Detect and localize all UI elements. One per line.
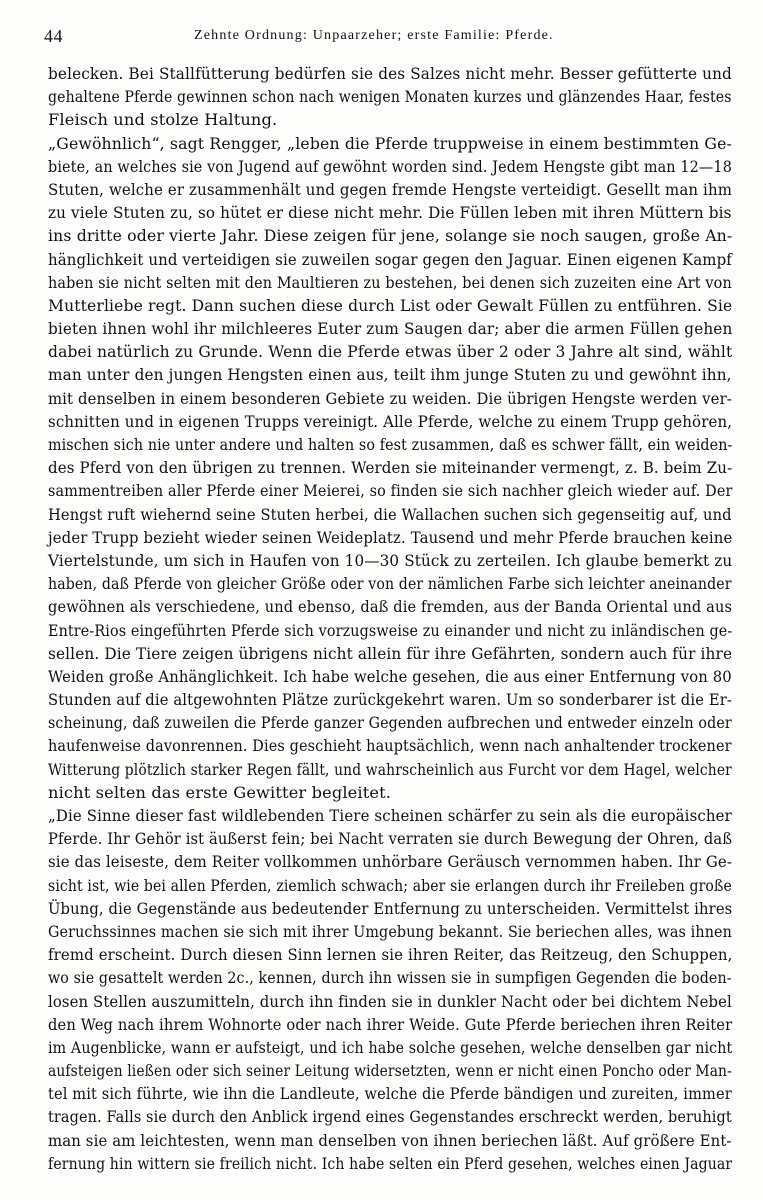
text-line: im Augenblicke, wann er aufsteigt, und ich habe solche gesehen, welche denselben gar nicht xyxy=(48,1037,733,1057)
text-line: wo sie gesattelt werden 2c., kennen, durch ihn wissen sie in sumpfigen Gegenden die boden- xyxy=(48,968,732,988)
text-line: bieten ihnen wohl ihr milchleeres Euter zum Saugen dar; aber die armen Füllen gehen xyxy=(48,319,733,339)
text-line: Stunden auf die altgewohnten Plätze zurückgekehrt waren. Um so sonderbarer ist die Er- xyxy=(48,690,733,710)
text-line: haufenweise davonrennen. Dies geschieht hauptsächlich, wenn nach anhaltender trockener xyxy=(48,736,732,756)
text-line: sicht ist, wie bei allen Pferden, ziemlich schwach; aber sie erlangen durch ihr Freileben große xyxy=(48,875,732,895)
text-line: dabei natürlich zu Grunde. Wenn die Pferde etwas über 2 oder 3 Jahre alt sind, wählt xyxy=(48,342,733,362)
text-line: biete, an welches sie von Jugend auf gewöhnt worden sind. Jedem Hengste gibt man 12—18 xyxy=(48,156,732,176)
text-line: „Die Sinne dieser fast wildlebenden Tiere scheinen schärfer zu sein als die europäischer xyxy=(48,806,732,825)
text-line: Übung, die Gegenstände aus bedeutender Entfernung zu unterscheiden. Vermittelst ihres xyxy=(48,898,733,918)
text-line: Mutterliebe regt. Dann suchen diese durch List oder Gewalt Füllen zu entführen. Sie xyxy=(48,295,733,315)
text-line: tragen. Falls sie durch den Anblick irgend eines Gegenstandes erschreckt werden, beruhigt xyxy=(48,1107,732,1127)
text-line: Entre-Rios eingeführten Pferde sich vorzugsweise zu einander und nicht zu inländischen ge- xyxy=(48,620,733,640)
text-line: sie das leiseste, dem Reiter vollkommen unhörbare Geräusch vernommen haben. Ihr Ge- xyxy=(48,852,733,872)
text-line: sellen. Die Tiere zeigen übrigens nicht allein für ihre Gefährten, sondern auch für ihre xyxy=(48,643,733,663)
body-text xyxy=(48,62,732,1175)
text-line: tel mit sich führte, wie ihn die Landleute, welche die Pferde bändigen und zureiten, immer xyxy=(48,1084,732,1104)
page-number: 44 xyxy=(44,26,63,46)
text-line: gewöhnen als verschiedene, und ebenso, daß die fremden, aus der Banda Oriental und aus xyxy=(48,597,733,617)
text-line: gehaltene Pferde gewinnen schon nach wenigen Monaten kurzes und glänzendes Haar, festes xyxy=(48,87,732,107)
text-line: jeder Trupp bezieht wieder seinen Weideplatz. Tausend und mehr Pferde brauchen keine xyxy=(48,527,733,547)
text-line: haben, daß Pferde von gleicher Größe oder von der nämlichen Farbe sich leichter aneinander xyxy=(48,574,732,594)
text-line: Weiden große Anhänglichkeit. Ich habe welche gesehen, die aus einer Entfernung von 80 xyxy=(48,666,732,686)
text-line: Viertelstunde, um sich in Haufen von 10—30 Stück zu zerteilen. Ich glaube bemerkt zu xyxy=(48,550,733,570)
text-line: hänglichkeit und verteidigen sie zuweilen sogar gegen den Jaguar. Einen eigenen Kampf xyxy=(48,249,732,269)
text-line: mit denselben in einem besonderen Gebiete zu weiden. Die übrigen Hengste werden ver- xyxy=(48,388,732,408)
text-line: Hengst ruft wiehernd seine Stuten herbei, die Wallachen suchen sich gegenseitig auf, und xyxy=(48,504,732,524)
text-line: scheinung, daß zuweilen die Pferde ganzer Gegenden aufbrechen und entweder einzeln oder xyxy=(48,713,732,733)
text-line: Witterung plötzlich starker Regen fällt, und wahrscheinlich aus Furcht vor dem Hagel, welcher xyxy=(48,759,732,779)
text-line: man sie am leichtesten, wenn man denselben von ihnen beriechen läßt. Auf größere Ent- xyxy=(48,1130,732,1150)
text-line: mischen sich nie unter andere und halten so fest zusammen, daß es schwer fällt, ein weiden- xyxy=(48,435,733,454)
text-line: „Gewöhnlich“, sagt Rengger, „leben die Pferde truppweise in einem bestimmten Ge- xyxy=(48,133,732,153)
text-line: losen Stellen auszumitteln, durch ihn finden sie in dunkler Nacht oder bei dichtem Nebel xyxy=(48,991,732,1011)
text-line: Pferde. Ihr Gehör ist äußerst fein; bei Nacht verraten sie durch Bewegung der Ohren, daß xyxy=(48,829,733,849)
text-line: ins dritte oder vierte Jahr. Diese zeigen für jene, solange sie noch saugen, große An- xyxy=(48,226,733,246)
page-header xyxy=(44,26,734,54)
text-line: man unter den jungen Hengsten einen aus, teilt ihm junge Stuten zu und gewöhnt ihn, xyxy=(48,365,732,385)
text-line: fremd erscheint. Durch diesen Sinn lernen sie ihren Reiter, das Reitzeug, den Schuppen, xyxy=(48,945,733,965)
text-line: schnitten und in eigenen Trupps vereinigt. Alle Pferde, welche zu einem Trupp gehören, xyxy=(48,411,733,431)
text-line: Geruchssinnes machen sie sich mit ihrer Umgebung bekannt. Sie beriechen alles, was ihnen xyxy=(48,921,732,941)
text-line: belecken. Bei Stallfütterung bedürfen sie des Salzes nicht mehr. Besser gefütterte und xyxy=(48,64,732,83)
text-line: nicht selten das erste Gewitter begleitet. xyxy=(48,782,392,802)
text-line: zu viele Stuten zu, so hütet er diese nicht mehr. Die Füllen leben mit ihren Müttern bis xyxy=(48,203,732,223)
text-line: Fleisch und stolze Haltung. xyxy=(48,110,278,130)
text-line: haben sie nicht selten mit den Maultieren zu bestehen, bei denen sich zuzeiten eine Art von xyxy=(48,272,732,292)
text-line: aufsteigen ließen oder sich seiner Leitung widersetzten, wenn er nicht einen Poncho oder Man- xyxy=(48,1061,732,1081)
text-line: sammentreiben aller Pferde einer Meierei, so finden sie sich nachher gleich wieder auf. Der xyxy=(48,481,733,501)
text-line: fernung hin wittern sie freilich nicht. Ich habe selten ein Pferd gesehen, welches einen Jaguar xyxy=(48,1153,733,1173)
text-line: des Pferd von den übrigen zu trennen. Werden sie miteinander vermengt, z. B. beim Zu- xyxy=(48,458,733,478)
text-line: den Weg nach ihrem Wohnorte oder nach ihrer Weide. Gute Pferde beriechen ihren Reiter xyxy=(48,1014,733,1034)
running-head: Zehnte Ordnung: Unpaarzeher; erste Familie: Pferde. xyxy=(194,28,554,43)
text-line: Stuten, welche er zusammenhält und gegen fremde Hengste verteidigt. Gesellt man ihm xyxy=(48,179,733,199)
